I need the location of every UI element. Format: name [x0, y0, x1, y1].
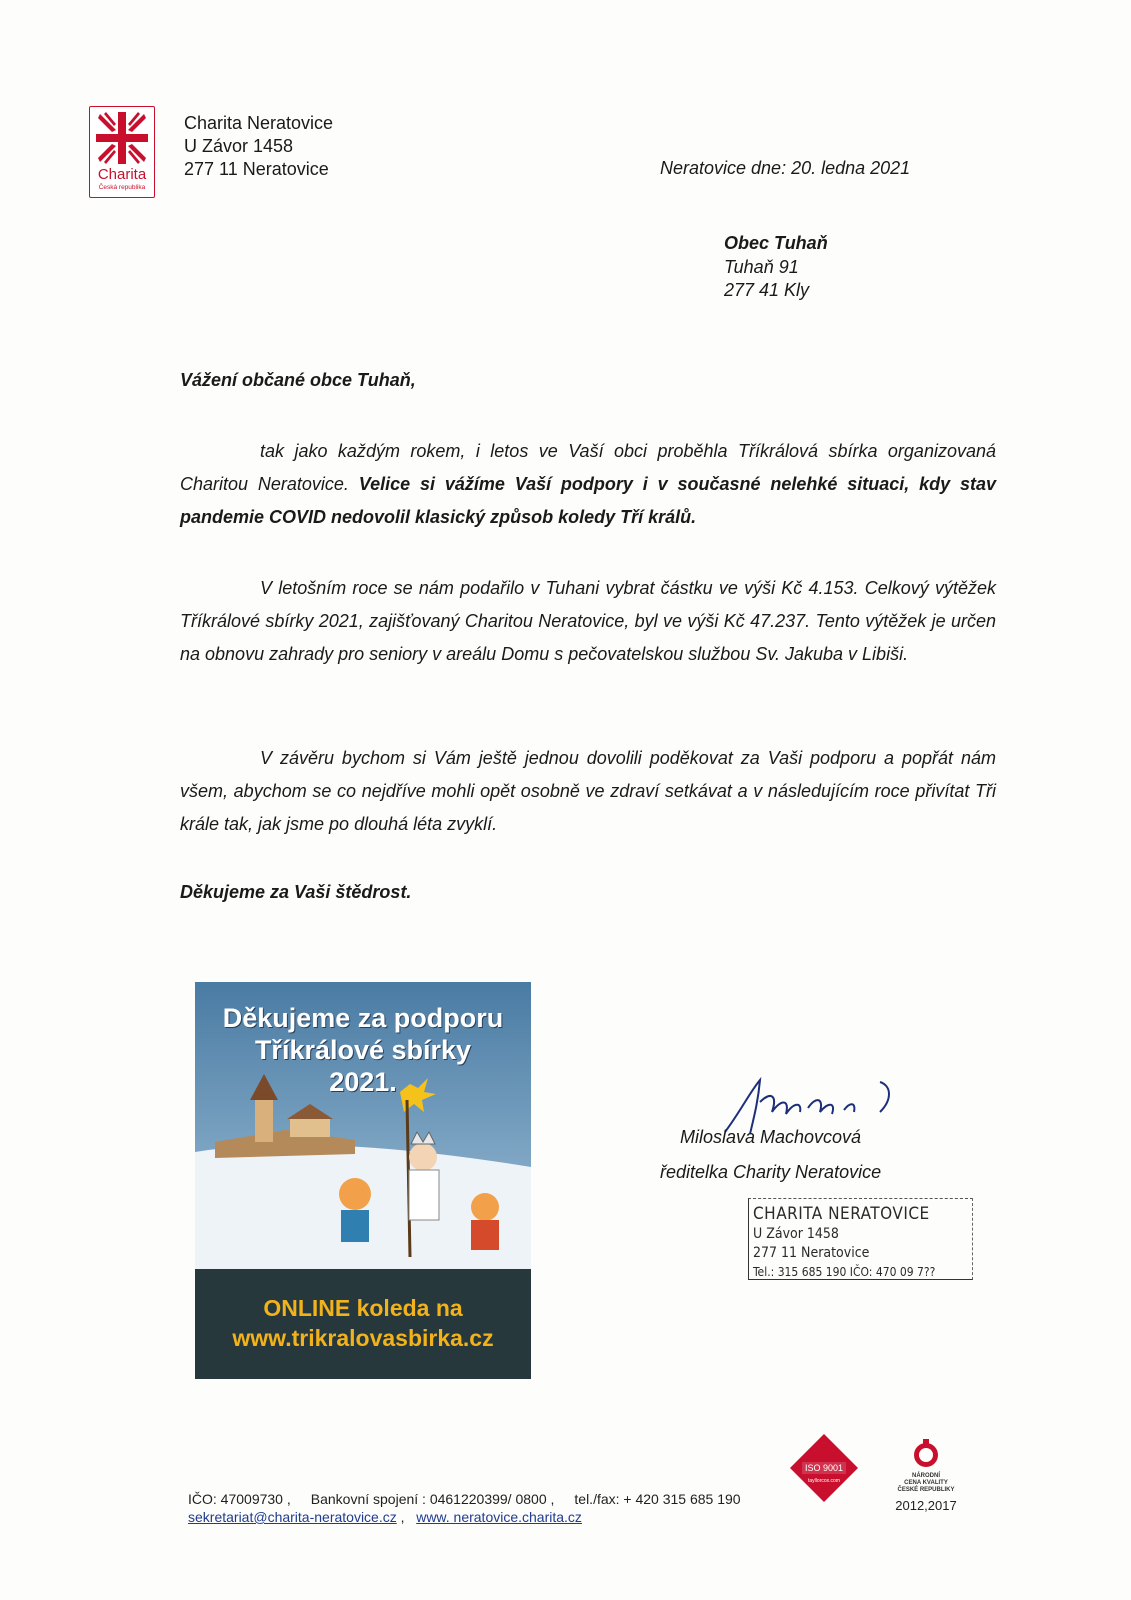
footer-ico: IČO: 47009730 ,	[188, 1491, 291, 1507]
sender-city: 277 11 Neratovice	[184, 159, 329, 179]
poster-heading	[195, 1002, 531, 1098]
paragraph-1-bold: Velice si vážíme Vaší podpory i v současné nelehké situaci, kdy stav pandemie COVID nedovolil klasický způsob koledy Tří králů.	[180, 474, 996, 527]
footer-line-1	[188, 1490, 741, 1508]
logo-wordmark: Charita	[97, 166, 147, 183]
sender-name: Charita Neratovice	[184, 113, 334, 133]
poster-image	[195, 982, 531, 1379]
quality-award-icon	[911, 1438, 941, 1468]
sender-address	[184, 112, 333, 181]
poster-band-line-2: www.trikralovasbirka.cz	[232, 1325, 494, 1351]
charita-cross-icon	[94, 110, 150, 166]
charita-logo	[89, 106, 155, 198]
signatory-name: Miloslava Machovcová	[680, 1127, 862, 1147]
sender-street: U Závor 1458	[184, 136, 294, 156]
letter-date: Neratovice dne: 20. ledna 2021	[660, 158, 911, 178]
footer-comma: ,	[400, 1509, 405, 1525]
award-line-1: NÁRODNÍ	[912, 1473, 940, 1479]
paragraph-1-text: tak jako každým rokem, i letos ve Vaší obci proběhla Tříkrálová sbírka organizovaná Charitou Neratovice.	[180, 441, 996, 494]
award-line-2: CENA KVALITY	[904, 1480, 948, 1486]
recipient-street: Tuhaň 91	[724, 256, 799, 277]
iso-subtitle: tayllorcox.com	[808, 1478, 840, 1484]
footer-bank: Bankovní spojení : 0461220399/ 0800 ,	[310, 1491, 555, 1507]
organization-stamp	[748, 1198, 973, 1280]
footer-web-link[interactable]: www. neratovice.charita.cz	[416, 1509, 582, 1525]
closing-thanks: Děkujeme za Vaši štědrost.	[180, 882, 412, 902]
stamp-line-3: 277 11 Neratovice	[753, 1245, 870, 1261]
award-line-3: ČESKÉ REPUBLIKY	[897, 1487, 955, 1493]
iso-label: ISO 9001	[804, 1463, 844, 1473]
poster-line-3: 2021.	[329, 1067, 397, 1097]
paragraph-3: V závěru bychom si Vám ještě jednou dovolili poděkovat za Vaši podporu a popřát nám všem, abychom se co nejdříve mohli opět osobně ve zdraví setkávat a v následujícím roce přivítat Tři krále tak, jak jsme po dlouhá léta zvyklí.	[180, 748, 996, 834]
iso-9001-badge-icon	[788, 1432, 860, 1504]
poster-line-1: Děkujeme za podporu	[222, 1003, 504, 1033]
award-years: 2012,2017	[895, 1498, 957, 1513]
recipient-city: 277 41 Kly	[724, 280, 810, 300]
greeting: Vážení občané obce Tuhaň,	[180, 370, 416, 390]
poster-band-line-1: ONLINE koleda na	[263, 1295, 463, 1321]
poster-band	[195, 1269, 531, 1379]
poster-line-2: Tříkrálové sbírky	[254, 1035, 472, 1065]
logo-subtitle: Česká republika	[98, 184, 146, 191]
footer-email-link[interactable]: sekretariat@charita-neratovice.cz	[188, 1509, 397, 1525]
footer-phone: tel./fax: + 420 315 685 190	[574, 1491, 741, 1507]
stamp-line-2: U Závor 1458	[753, 1226, 839, 1242]
footer-line-2	[188, 1508, 741, 1526]
paragraph-2: V letošním roce se nám podařilo v Tuhani vybrat částku ve výši Kč 4.153. Celkový výtěžek Tříkrálové sbírky 2021, zajišťovaný Charitou Neratovice, byl ve výši Kč 47.237. Tento výtěžek je určen na obnovu zahrady pro seniory v areálu Domu s pečovatelskou službou Sv. Jakuba v Libiši.	[180, 578, 996, 664]
recipient-name: Obec Tuhaň	[724, 233, 828, 253]
paragraph-1	[180, 435, 996, 534]
stamp-line-4: Tel.: 315 685 190 IČO: 470 09 7??	[753, 1265, 936, 1279]
recipient-address	[724, 232, 828, 303]
signatory-role: ředitelka Charity Neratovice	[660, 1162, 882, 1182]
footer	[188, 1490, 741, 1526]
stamp-line-1: CHARITA NERATOVICE	[753, 1204, 930, 1224]
national-quality-award-badge	[890, 1438, 962, 1514]
